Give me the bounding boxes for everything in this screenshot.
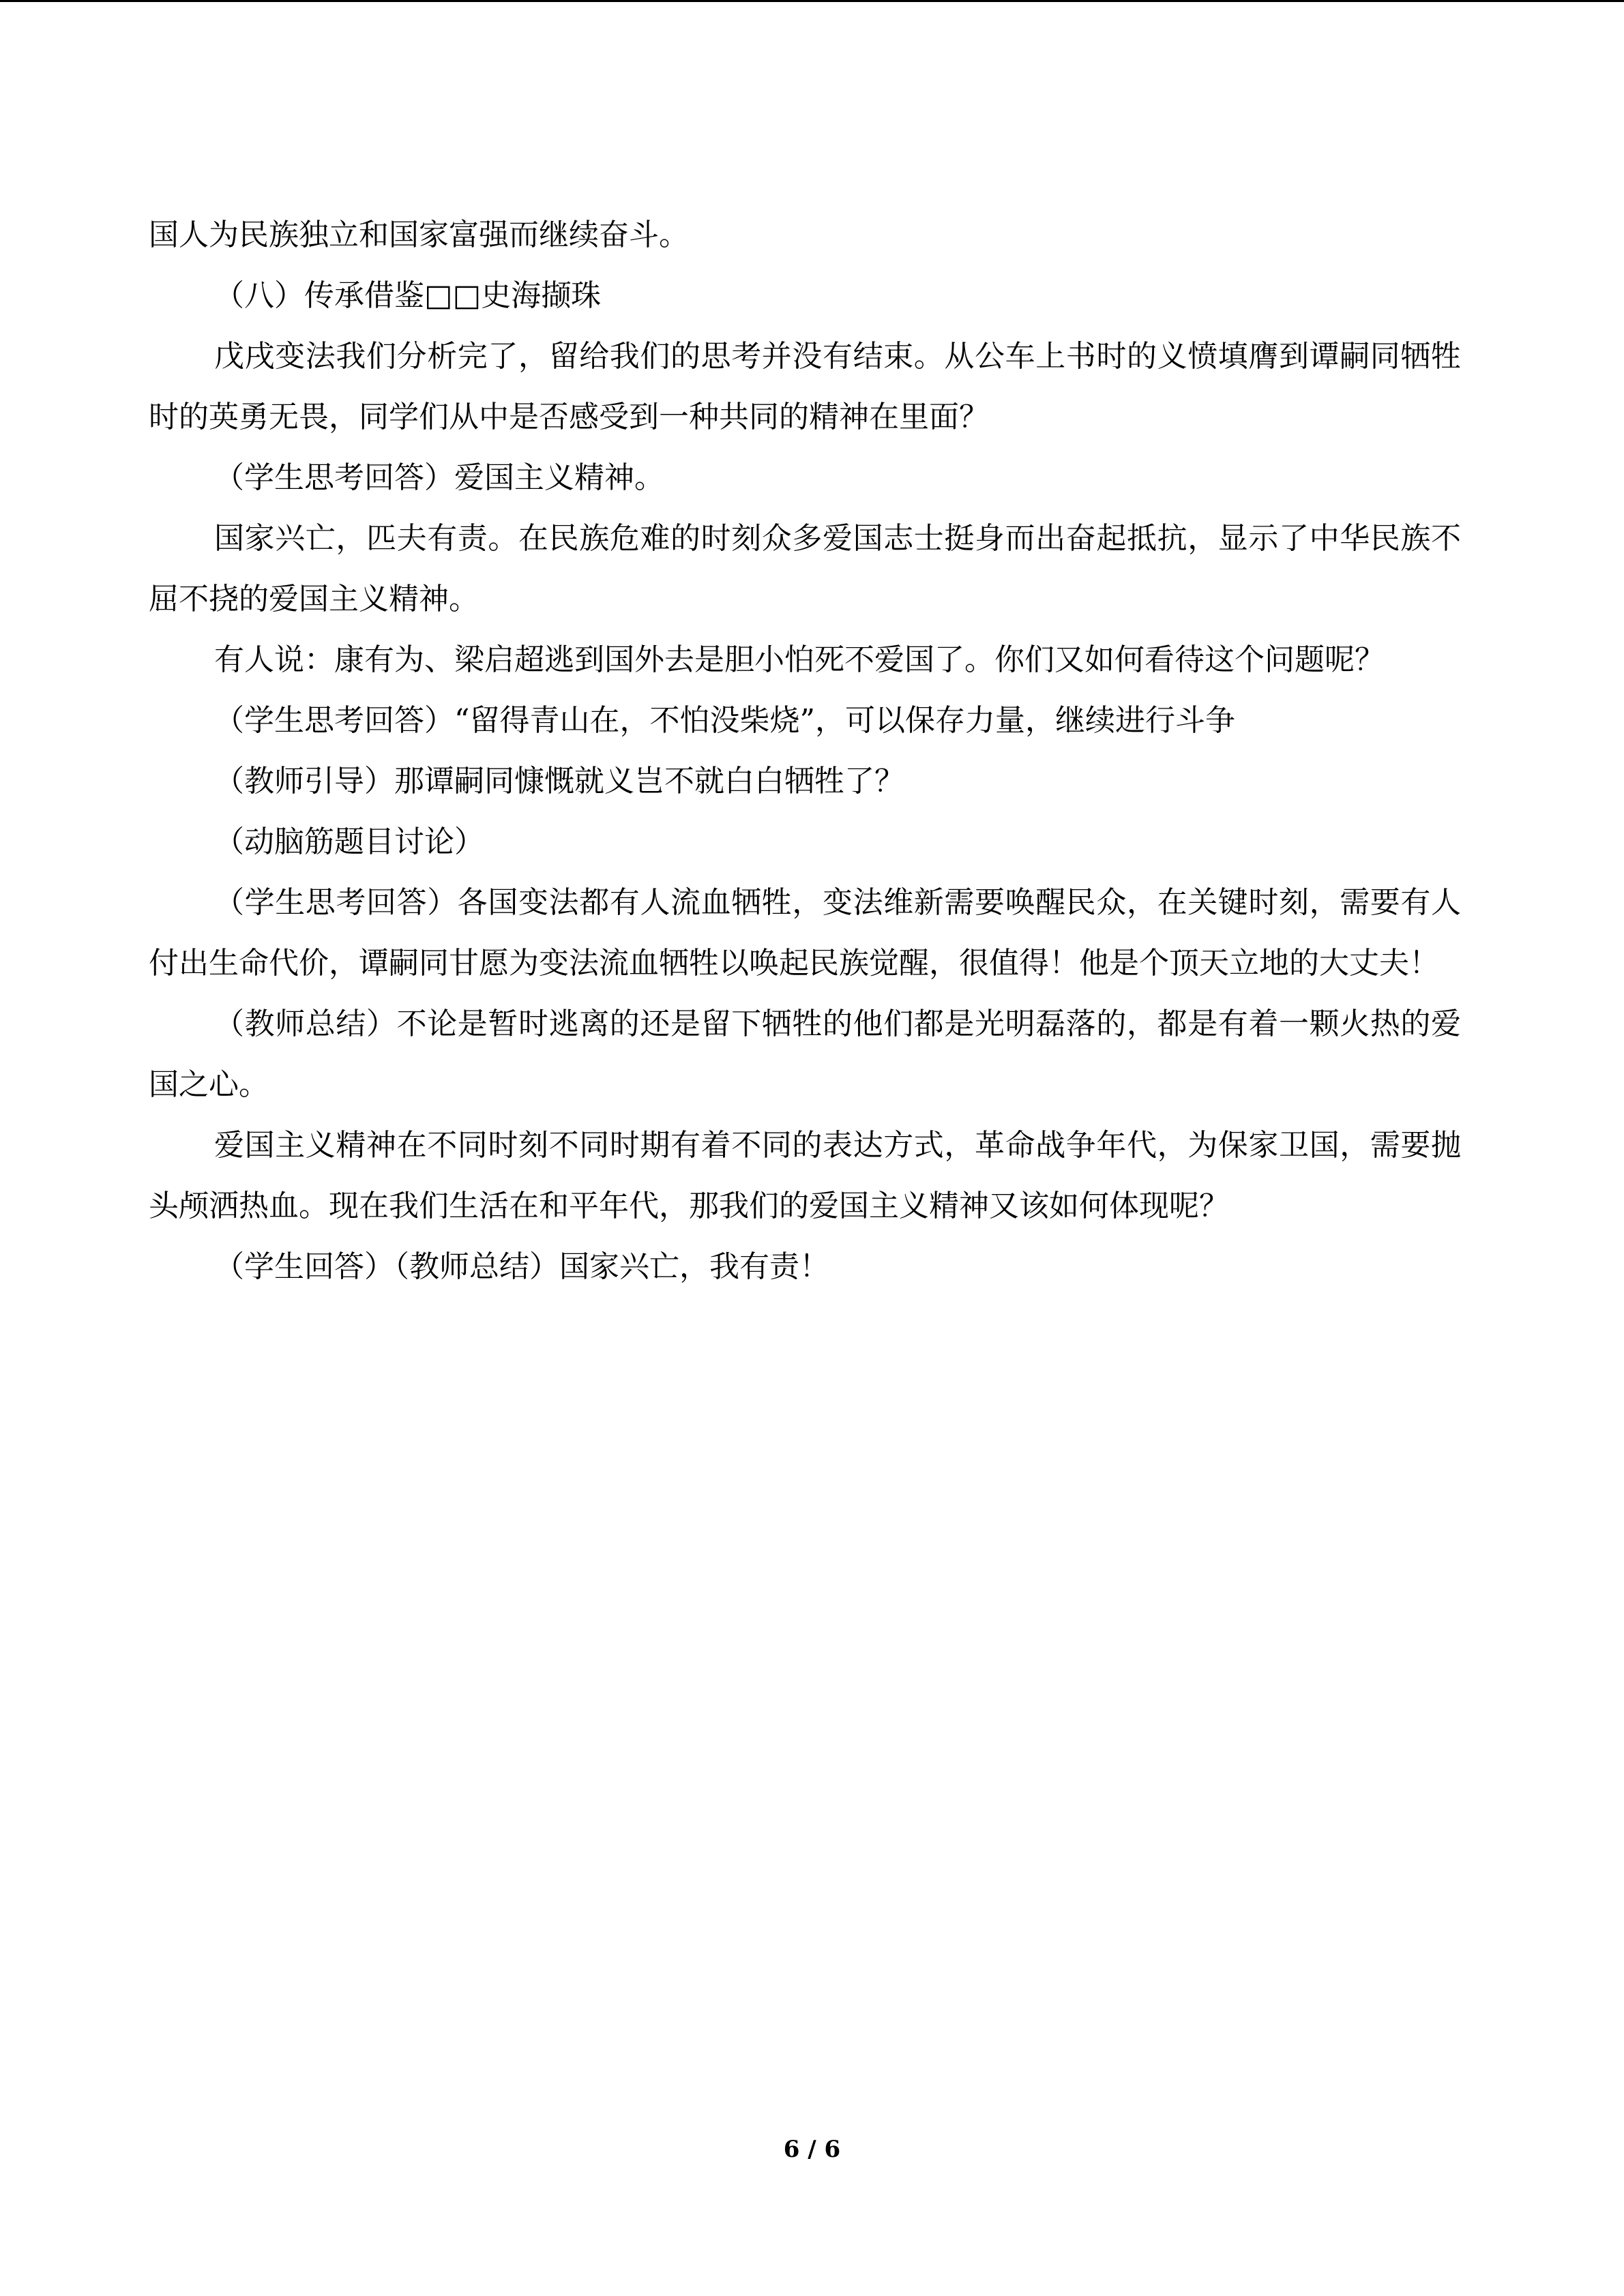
- page-top-border: [0, 0, 1624, 2]
- paragraph: （教师总结）不论是暂时逃离的还是留下牺牲的他们都是光明磊落的，都是有着一颗火热的爱国之心。: [149, 1007, 1461, 1102]
- paragraph: （学生回答）（教师总结）国家兴亡，我有责！: [214, 1249, 829, 1284]
- paragraph: 有人说：康有为、梁启超逃到国外去是胆小怕死不爱国了。你们又如何看待这个问题呢？: [214, 642, 1385, 677]
- paragraph: （学生思考回答）各国变法都有人流血牺牲，变法维新需要唤醒民众，在关键时刻，需要有人付出生命代价，谭嗣同甘愿为变法流血牺牲以唤起民族觉醒，很值得！他是个顶天立地的大丈夫！: [149, 885, 1461, 981]
- paragraph: 戊戌变法我们分析完了，留给我们的思考并没有结束。从公车上书时的义愤填膺到谭嗣同牺牲时的英勇无畏，同学们从中是否感受到一种共同的精神在里面？: [149, 339, 1461, 434]
- paragraph: 国家兴亡，匹夫有责。在民族危难的时刻众多爱国志士挺身而出奋起抵抗，显示了中华民族不屈不挠的爱国主义精神。: [149, 521, 1461, 616]
- paragraph: （教师引导）那谭嗣同慷慨就义岂不就白白牺牲了？: [214, 764, 904, 799]
- paragraph-continuation: 国人为民族独立和国家富强而继续奋斗。: [149, 218, 689, 252]
- section-heading: （八）传承借鉴□□史海撷珠: [214, 278, 602, 313]
- paragraph: （动脑筋题目讨论）: [214, 824, 484, 859]
- document-body: [149, 205, 1461, 1297]
- paragraph: （学生思考回答）爱国主义精神。: [214, 460, 664, 495]
- paragraph: （学生思考回答）“留得青山在，不怕没柴烧”，可以保存力量，继续进行斗争: [214, 703, 1235, 738]
- paragraph: 爱国主义精神在不同时刻不同时期有着不同的表达方式，革命战争年代，为保家卫国，需要抛头颅洒热血。现在我们生活在和平年代，那我们的爱国主义精神又该如何体现呢？: [149, 1128, 1461, 1223]
- page-number: 6 / 6: [783, 2136, 841, 2163]
